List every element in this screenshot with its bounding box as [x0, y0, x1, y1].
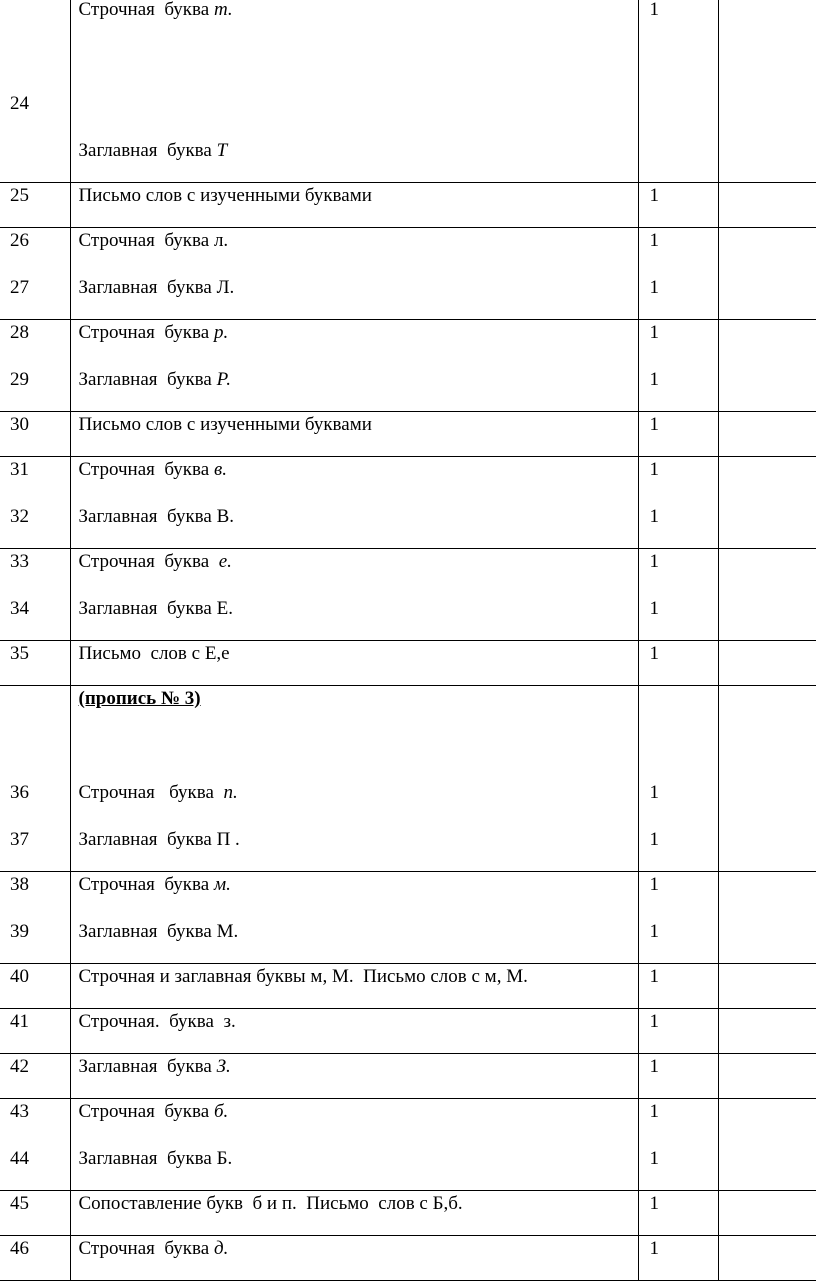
lesson-topic [79, 1099, 638, 1146]
lesson-number-cell [0, 228, 70, 320]
hours-value: 1 [649, 829, 659, 850]
hours-value: 1 [649, 921, 659, 942]
lesson-number-cell [0, 320, 70, 412]
lesson-topic-cell [70, 412, 638, 457]
lesson-topic [79, 919, 638, 963]
lesson-topic-cell [70, 1236, 638, 1281]
hours-cell [638, 549, 718, 641]
lesson-topic-text: Заглавная буква Л. [78, 277, 235, 298]
hours-cell [638, 183, 718, 228]
lesson-number: 28 [10, 322, 29, 343]
lesson-number: 38 [10, 874, 29, 895]
notes-cell [718, 1191, 816, 1236]
hours-cell [638, 641, 718, 686]
lesson-number: 43 [10, 1101, 29, 1122]
lesson-number: 30 [10, 414, 29, 435]
notes-cell [718, 320, 816, 412]
notes-cell [718, 1099, 816, 1191]
lesson-topic-text: Сопоставление букв б и п. Письмо слов с Б,б. [78, 1193, 463, 1214]
lesson-topic-cell [70, 872, 638, 964]
table-row [0, 964, 816, 1009]
lesson-number-cell [0, 964, 70, 1009]
hours-cell [638, 1236, 718, 1281]
table-row [0, 0, 816, 183]
lesson-topic-text: Заглавная буква П . [78, 829, 240, 850]
lesson-number: 36 [10, 782, 29, 803]
lesson-letter: З. [216, 1056, 231, 1077]
notes-cell [718, 964, 816, 1009]
lesson-topic [79, 504, 638, 548]
hours-value: 1 [649, 551, 659, 572]
hours-value: 1 [649, 230, 659, 251]
lesson-number: 34 [10, 598, 29, 619]
hours-value: 1 [649, 643, 659, 664]
notes-cell [718, 412, 816, 457]
lesson-letter: е. [218, 551, 232, 572]
lesson-number: 27 [10, 277, 29, 298]
notes-cell [718, 872, 816, 964]
lesson-number-cell [0, 641, 70, 686]
lesson-letter: Т [216, 140, 228, 161]
lesson-number [10, 686, 70, 780]
table-row [0, 412, 816, 457]
hours-cell [638, 0, 718, 183]
table-row [0, 1054, 816, 1099]
hours-value: 1 [649, 277, 659, 298]
lesson-number: 41 [10, 1011, 29, 1032]
lesson-topic [79, 780, 638, 827]
lesson-topic-text: Строчная. буква з. [78, 1011, 236, 1032]
lesson-topic-text: Строчная и заглавная буквы м, М. Письмо слов с м, М. [78, 966, 528, 987]
lesson-number [10, 0, 70, 91]
lesson-topic-cell [70, 686, 638, 872]
lesson-topic-text: (пропись № 3) [78, 688, 201, 709]
hours-value: 1 [649, 369, 659, 390]
notes-cell [718, 686, 816, 872]
hours-cell [638, 686, 718, 872]
hours-cell [638, 228, 718, 320]
lesson-number-cell [0, 686, 70, 872]
lesson-topic [79, 367, 638, 411]
table-row [0, 549, 816, 641]
lesson-topic-cell [70, 1191, 638, 1236]
lesson-topic [79, 138, 638, 182]
lesson-topic-text: Письмо слов с изученными буквами [78, 185, 372, 206]
hours-cell [638, 1009, 718, 1054]
lesson-number-cell [0, 457, 70, 549]
table-row [0, 228, 816, 320]
lesson-topic-cell [70, 1009, 638, 1054]
hours-value: 1 [649, 1056, 659, 1077]
lesson-topic [79, 641, 638, 685]
lesson-topic-text: Письмо слов с изученными буквами [78, 414, 372, 435]
lesson-topic-text: Заглавная буква [78, 1056, 217, 1077]
lesson-letter: т. [213, 0, 233, 20]
hours-value: 1 [649, 966, 659, 987]
lesson-topic-text: Заглавная буква [78, 140, 217, 161]
lesson-topic-text: Строчная буква [78, 1238, 214, 1259]
lesson-topic-text: Заглавная буква М. [78, 921, 239, 942]
lesson-topic-cell [70, 457, 638, 549]
lesson-topic-text: Письмо слов с Е,е [78, 643, 230, 664]
lesson-number-cell [0, 1009, 70, 1054]
lesson-topic [79, 412, 638, 456]
table-row [0, 320, 816, 412]
lesson-number: 42 [10, 1056, 29, 1077]
notes-cell [718, 183, 816, 228]
table-row [0, 686, 816, 872]
lesson-topic [79, 228, 638, 275]
lesson-topic-text: Строчная буква [78, 874, 214, 895]
lesson-number: 39 [10, 921, 29, 942]
lesson-letter: р. [213, 322, 229, 343]
hours-value: 1 [649, 874, 659, 895]
lesson-number [10, 138, 70, 182]
lesson-number: 40 [10, 966, 29, 987]
lesson-number-cell [0, 0, 70, 183]
hours-value: 1 [649, 1011, 659, 1032]
lesson-topic-text: Строчная буква [78, 782, 224, 803]
hours-cell [638, 320, 718, 412]
lesson-letter: Р. [216, 369, 232, 390]
lesson-number: 25 [10, 185, 29, 206]
lesson-topic [79, 1236, 638, 1280]
table-row [0, 641, 816, 686]
hours-value: 1 [649, 1238, 659, 1259]
table-row [0, 1191, 816, 1236]
hours-value: 1 [649, 322, 659, 343]
notes-cell [718, 1054, 816, 1099]
lesson-number-cell [0, 183, 70, 228]
lesson-topic-cell [70, 1099, 638, 1191]
lesson-topic [79, 320, 638, 367]
lesson-number: 33 [10, 551, 29, 572]
lesson-letter: п. [223, 782, 238, 803]
hours-value: 1 [649, 0, 659, 20]
hours-value: 1 [649, 782, 659, 803]
hours-value [650, 138, 718, 182]
notes-cell [718, 1009, 816, 1054]
notes-cell [718, 228, 816, 320]
lesson-number-cell [0, 1054, 70, 1099]
lesson-number-cell [0, 549, 70, 641]
lesson-topic-text: Строчная буква [78, 0, 214, 20]
lesson-number: 44 [10, 1148, 29, 1169]
lesson-number: 32 [10, 506, 29, 527]
lesson-topic-cell [70, 320, 638, 412]
notes-cell [718, 1236, 816, 1281]
hours-value: 1 [649, 1148, 659, 1169]
lesson-topic-cell [70, 183, 638, 228]
hours-value: 1 [649, 598, 659, 619]
lesson-topic [79, 964, 638, 1008]
lesson-letter: д. [213, 1238, 229, 1259]
lesson-topic-text: Строчная буква [78, 459, 214, 480]
lesson-number-cell [0, 1236, 70, 1281]
lesson-number-cell [0, 412, 70, 457]
lesson-topic-cell [70, 641, 638, 686]
hours-cell [638, 1099, 718, 1191]
lesson-topic-text: Заглавная буква [78, 369, 217, 390]
table-row [0, 183, 816, 228]
lesson-topic-text: Строчная буква [78, 551, 219, 572]
lesson-topic-cell [70, 228, 638, 320]
section-title [79, 686, 638, 780]
table-row [0, 1236, 816, 1281]
lesson-number: 46 [10, 1238, 29, 1259]
lesson-number: 31 [10, 459, 29, 480]
lesson-topic-text: Строчная буква [78, 322, 214, 343]
lesson-topic-cell [70, 549, 638, 641]
hours-value [650, 686, 718, 780]
lesson-topic [79, 549, 638, 596]
lesson-topic-text: Заглавная буква Б. [78, 1148, 233, 1169]
lesson-topic [79, 183, 638, 227]
lesson-topic-cell [70, 964, 638, 1009]
lesson-topic [79, 872, 638, 919]
lesson-number: 37 [10, 829, 29, 850]
hours-value [650, 91, 718, 138]
hours-cell [638, 1191, 718, 1236]
lesson-topic [79, 457, 638, 504]
lesson-topic-cell [70, 0, 638, 183]
lesson-topic-text: Заглавная буква В. [78, 506, 235, 527]
table-row [0, 1009, 816, 1054]
hours-value: 1 [649, 1193, 659, 1214]
hours-value: 1 [649, 459, 659, 480]
lesson-number-cell [0, 1191, 70, 1236]
lesson-topic [79, 91, 638, 138]
lesson-topic [79, 827, 638, 871]
hours-cell [638, 964, 718, 1009]
lesson-number-cell [0, 872, 70, 964]
table-row [0, 457, 816, 549]
lesson-number-cell [0, 1099, 70, 1191]
lesson-topic [79, 1191, 638, 1235]
hours-cell [638, 872, 718, 964]
lesson-topic [79, 1054, 638, 1098]
lesson-number: 24 [10, 93, 29, 114]
lesson-topic-text: Строчная буква [78, 1101, 214, 1122]
notes-cell [718, 457, 816, 549]
lesson-letter: м. [213, 874, 231, 895]
hours-cell [638, 1054, 718, 1099]
lesson-topic [79, 0, 638, 91]
notes-cell [718, 641, 816, 686]
hours-value: 1 [649, 506, 659, 527]
lesson-topic-text: Заглавная буква Е. [78, 598, 233, 619]
table-row [0, 872, 816, 964]
hours-cell [638, 412, 718, 457]
hours-value: 1 [649, 414, 659, 435]
table-row [0, 1099, 816, 1191]
lesson-number: 26 [10, 230, 29, 251]
lesson-number: 29 [10, 369, 29, 390]
lesson-topic-cell [70, 1054, 638, 1099]
lesson-letter: б. [213, 1101, 229, 1122]
lesson-topic-text: Строчная буква л. [78, 230, 229, 251]
notes-cell [718, 549, 816, 641]
lesson-topic [79, 275, 638, 319]
lesson-topic [79, 596, 638, 640]
hours-value: 1 [649, 185, 659, 206]
lesson-letter: в. [213, 459, 227, 480]
hours-value: 1 [649, 1101, 659, 1122]
notes-cell [718, 0, 816, 183]
lesson-number: 35 [10, 643, 29, 664]
lesson-number: 45 [10, 1193, 29, 1214]
lesson-topic [79, 1146, 638, 1190]
hours-cell [638, 457, 718, 549]
lesson-topic [79, 1009, 638, 1053]
